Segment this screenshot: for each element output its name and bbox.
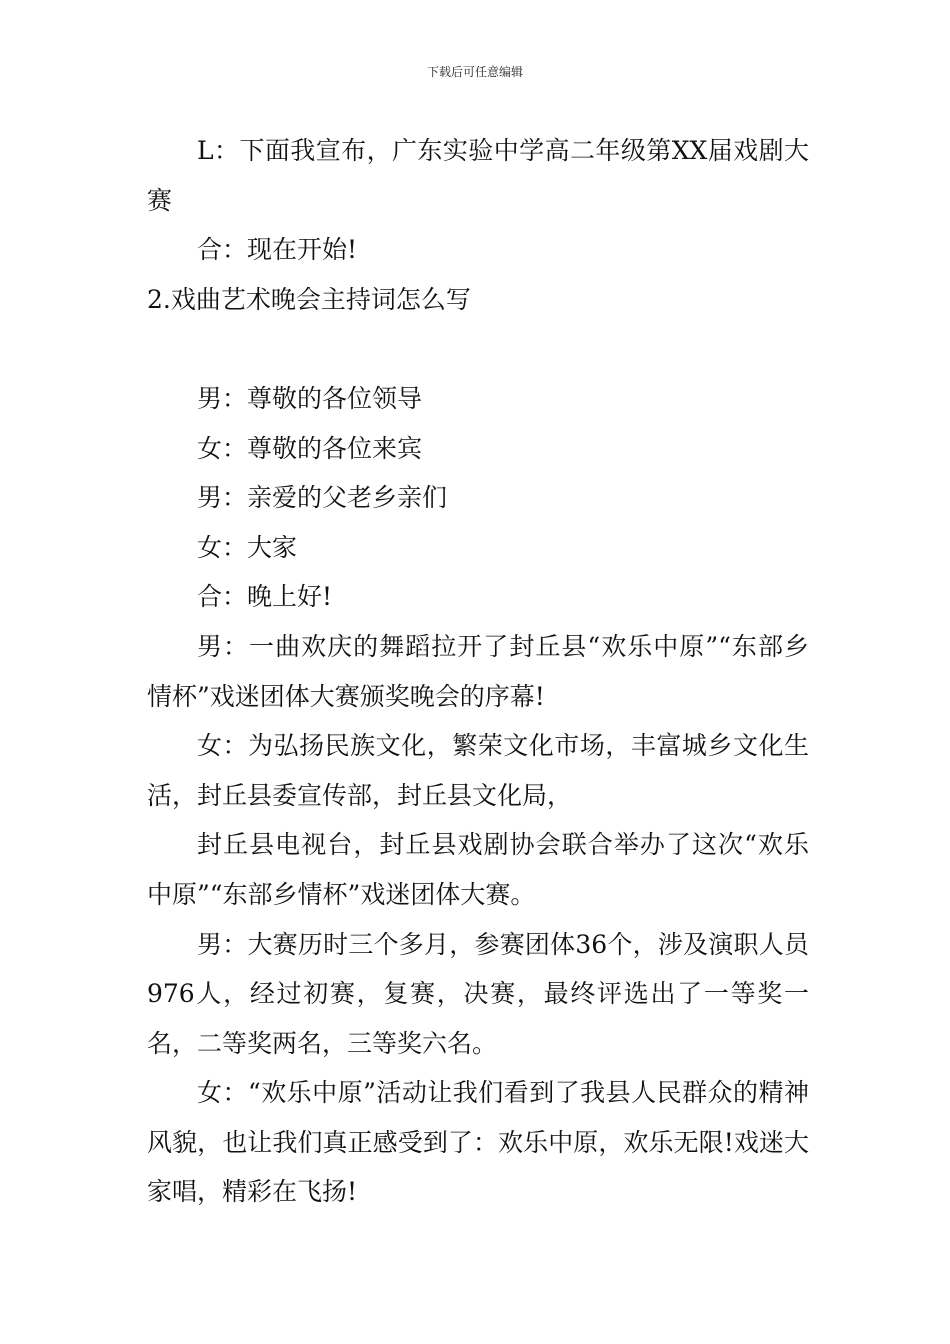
paragraph-purpose: 女：为弘扬民族文化，繁荣文化市场，丰富城乡文化生活，封丘县委宣传部，封丘县文化局， bbox=[147, 731, 809, 810]
paragraph-greeting-folks: 男：亲爱的父老乡亲们 bbox=[197, 483, 448, 513]
page-header-note: 下载后可任意编辑 bbox=[426, 65, 523, 79]
paragraph-greeting-leaders: 男：尊敬的各位领导 bbox=[197, 383, 423, 413]
paragraph-opening-dance: 男：一曲欢庆的舞蹈拉开了封丘县“欢乐中原”“东部乡情杯”戏迷团体大赛颁奖晚会的序幕! bbox=[147, 631, 809, 711]
paragraph-good-evening: 合：晚上好! bbox=[197, 582, 333, 612]
document-body bbox=[147, 126, 809, 1217]
paragraph-contest-stats: 男：大赛历时三个多月，参赛团体36个，涉及演职人员976人，经过初赛，复赛，决赛，最终评选出了一等奖一名，二等奖两名，三等奖六名。 bbox=[147, 929, 809, 1058]
paragraph-announcement: L：下面我宣布，广东实验中学高二年级第XX届戏剧大赛 bbox=[147, 136, 809, 215]
blank-line bbox=[147, 324, 809, 374]
paragraph-start: 合：现在开始! bbox=[197, 235, 358, 265]
paragraph-closing: 女：“欢乐中原”活动让我们看到了我县人民群众的精神风貌，也让我们真正感受到了：欢乐中原，欢乐无限!戏迷大家唱，精彩在飞扬! bbox=[147, 1078, 809, 1207]
paragraph-greeting-everyone: 女：大家 bbox=[197, 532, 298, 562]
section-heading: 2.戏曲艺术晚会主持词怎么写 bbox=[147, 284, 471, 314]
paragraph-greeting-guests: 女：尊敬的各位来宾 bbox=[197, 433, 423, 463]
paragraph-organizers: 封丘县电视台，封丘县戏剧协会联合举办了这次“欢乐中原”“东部乡情杯”戏迷团体大赛。 bbox=[147, 830, 809, 909]
